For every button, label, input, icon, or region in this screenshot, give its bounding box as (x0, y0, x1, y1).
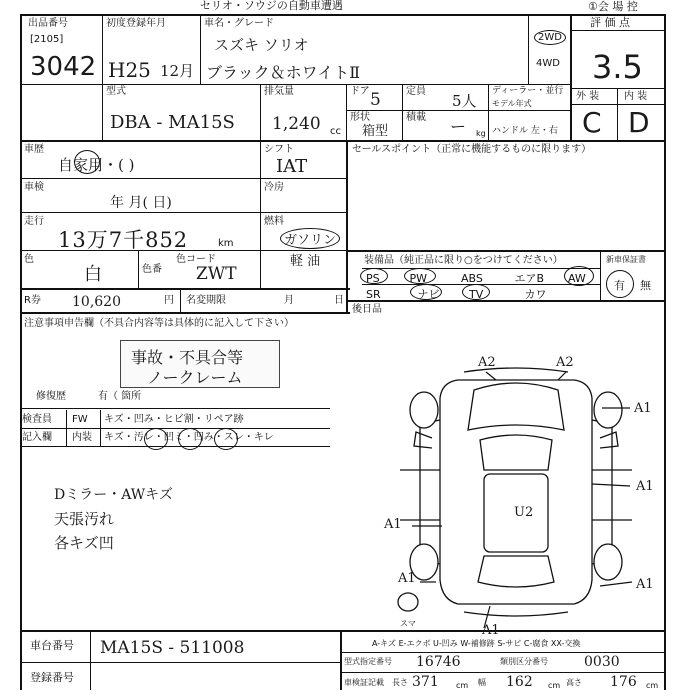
load-label: 積載 (406, 112, 426, 123)
height-value: 176 (610, 674, 637, 690)
cc-unit: cc (330, 126, 341, 137)
sales-points-label: セールスポイント（正常に機能するものに限ります） (352, 144, 592, 155)
color-code-value: ZWT (196, 264, 237, 284)
grid-line (340, 672, 666, 673)
first-reg-label: 初度登録年月 (106, 18, 166, 29)
shift-label: シフト (264, 144, 294, 155)
shape-label: 形状 (350, 112, 370, 123)
grid-line (402, 84, 403, 140)
name-change-label: 名変期限 (186, 295, 226, 306)
handle-label: ハンドル 左・右 (492, 126, 558, 136)
handwritten-note-3: 各キズ凹 (54, 534, 114, 552)
equip-sr: SR (366, 288, 381, 301)
usage-value: 自家用・( ) (58, 156, 135, 174)
equip-leather: カワ (524, 288, 547, 301)
mark-a1-left-side: A1 (384, 517, 402, 532)
height-unit: cm (646, 681, 659, 690)
displacement-value: 1,240 (272, 114, 321, 134)
mark-a1-bumper: A1 (482, 623, 500, 635)
equip-ps: PS (366, 272, 380, 285)
km-unit: km (218, 238, 234, 249)
grid-line (570, 88, 666, 89)
frame-left (20, 14, 22, 690)
day-unit: 日 (334, 295, 344, 306)
door-label: ドア (350, 86, 370, 97)
grid-line (346, 250, 666, 252)
later-items-label: 後日品 (352, 304, 382, 315)
lot-label: 出品番号 (28, 18, 68, 29)
entry-label: 記入欄 (22, 432, 52, 443)
dealer-label: ディーラー・並行 (492, 86, 564, 96)
model-designation-label: 型式指定番号 (344, 657, 392, 666)
usage-label: 車歴 (24, 144, 44, 155)
score-interior: D (628, 106, 650, 139)
circle-ps (360, 268, 388, 284)
grid-line (570, 104, 666, 105)
score-title: 評 価 点 (590, 16, 630, 29)
equip-aw: AW (568, 272, 586, 285)
grid-line (180, 288, 181, 312)
shift-value: IAT (276, 156, 308, 177)
circle-warranty (606, 270, 634, 298)
length-value: 371 (412, 674, 439, 690)
repair-label: 修復歴 (36, 391, 66, 402)
name-grade-label: 車名・グレード (204, 18, 274, 29)
width-value: 162 (506, 674, 533, 690)
grid-line (346, 84, 347, 140)
category-value: 0030 (584, 654, 620, 670)
score-overall: 3.5 (592, 48, 643, 86)
no-claim-stamp (120, 340, 280, 388)
handwritten-note-1: Dミラー・AWキズ (54, 487, 173, 503)
warranty-have: 有 (614, 279, 625, 292)
shape-value: 箱型 (362, 124, 389, 139)
equip-pw: PW (409, 272, 428, 285)
grid-line (617, 88, 618, 142)
warranty-none: 無 (640, 279, 651, 292)
circle-pw (404, 268, 436, 284)
length-label: 長さ (392, 678, 408, 687)
circle-aw (564, 266, 594, 286)
dimension-label: 車検証記載 (344, 678, 384, 687)
circle-navi (410, 284, 442, 300)
fw-label: FW (72, 414, 88, 425)
month-unit: 月 (284, 295, 294, 306)
color-label: 色 (24, 254, 34, 265)
mark-u2-roof: U2 (514, 505, 534, 520)
stamp-line-2: ノークレーム (147, 368, 243, 387)
model-designation-value: 16746 (416, 654, 461, 670)
equip-airbag: エアB (514, 272, 545, 285)
fuel-value-diesel: 軽 油 (290, 254, 321, 269)
grid-line (138, 250, 139, 288)
recycle-value: 10,620 (72, 294, 121, 310)
kg-unit: kg (476, 129, 486, 138)
car-grade: ブラック＆ホワイトⅡ (206, 63, 361, 82)
grid-line (20, 408, 330, 409)
chassis-label: 車台番号 (30, 639, 74, 652)
grid-line (100, 410, 101, 446)
circle-tv (462, 284, 490, 300)
repair-value: 有（ 箇所 (98, 391, 142, 402)
color-no-label: 色番 (142, 264, 162, 275)
grid-line (20, 312, 350, 314)
mark-a1-rear-right: A1 (636, 577, 654, 592)
mark-a1-rear-left: A1 (398, 571, 416, 586)
grid-line (102, 14, 103, 140)
capacity-label: 定員 (406, 86, 426, 97)
length-unit: cm (456, 681, 469, 690)
grid-line (20, 288, 350, 290)
fuel-value-gasoline: ガソリン (280, 228, 340, 249)
circle-interior-1 (144, 428, 168, 450)
category-label: 類別区分番号 (500, 657, 548, 666)
width-unit: cm (548, 681, 561, 690)
load-value: ー (450, 117, 467, 136)
grid-line (362, 268, 600, 269)
grid-line (20, 178, 346, 179)
venue-label: ①会 場 控 (588, 0, 638, 13)
grid-line (90, 632, 91, 690)
grid-line (20, 662, 340, 663)
circle-interior-2 (178, 428, 202, 450)
interior-items-label: 内装 (72, 432, 92, 443)
spare-tire-label: スマ (400, 619, 416, 628)
car-name: スズキ ソリオ (214, 36, 309, 54)
equipment-row-1 (366, 270, 598, 286)
reg-label: 登録番号 (30, 671, 74, 684)
grid-line (340, 632, 342, 690)
car-damage-diagram (380, 350, 670, 635)
grid-line (66, 410, 67, 446)
stamp-line-1: 事故・不具合等 (131, 348, 244, 367)
color-value: 白 (84, 264, 102, 285)
fuel-label: 燃料 (264, 216, 284, 227)
capacity-value: 5人 (452, 92, 477, 110)
yen-unit: 円 (164, 295, 174, 306)
header-top-text: セリオ・ソウジの自動車遭遇 (200, 0, 343, 12)
equipment-label: 装備品（純正品に限り○をつけてください） (364, 255, 563, 266)
notes-label: 注意事項申告欄（不具合内容等は具体的に記入して下さい） (24, 318, 294, 329)
displacement-label: 排気量 (264, 86, 294, 97)
grid-line (260, 84, 261, 140)
inspection-value: 年 月( 日) (110, 195, 172, 211)
mark-a2-right: A2 (556, 355, 574, 370)
grid-line (570, 14, 572, 142)
interior-items: キズ・汚レ・凹ミ・凹み・スレ・キレ (104, 432, 274, 443)
equip-abs: ABS (461, 272, 483, 285)
height-label: 高さ (566, 678, 582, 687)
grid-line (570, 30, 666, 31)
door-value: 5 (370, 90, 381, 110)
grid-line (340, 652, 666, 653)
mileage-value: 13万7千852 (58, 228, 189, 252)
chassis-value: MA15S - 511008 (100, 638, 245, 658)
first-reg-year: H25 (108, 58, 151, 82)
width-label: 幅 (478, 678, 486, 687)
grid-line (260, 142, 261, 288)
inspector-label: 検査員 (22, 414, 52, 425)
model-label: 型式 (106, 86, 126, 97)
circle-interior-3 (214, 428, 238, 450)
score-exterior: C (582, 106, 602, 139)
grid-line (488, 84, 489, 140)
mark-a2-left: A2 (478, 355, 496, 370)
equip-tv: TV (469, 288, 484, 301)
inspection-label: 車検 (24, 182, 44, 193)
mark-a1-front-right: A1 (634, 401, 652, 416)
first-reg-month: 12月 (160, 62, 195, 80)
drive-4wd: 4WD (536, 58, 560, 69)
model-year-label: モデル年式 (492, 99, 532, 108)
usage-circle (74, 150, 100, 174)
mark-a1-right-side: A1 (636, 479, 654, 494)
model-value: DBA - MA15S (110, 112, 235, 133)
fw-items: キズ・凹み・ヒビ割・リペア跡 (104, 414, 244, 425)
grid-line (20, 212, 346, 213)
grid-line (528, 14, 529, 84)
lot-small: [2105] (30, 34, 64, 45)
grid-line (200, 14, 201, 84)
score-interior-label: 内 装 (624, 91, 648, 102)
lot-number: 3042 (30, 52, 97, 82)
damage-legend: A-キズ E-エクボ U-凹み W-補修跡 S-サビ C-腐食 XX-交換 (372, 639, 581, 648)
grid-line (20, 446, 330, 447)
equip-navi: ナビ (417, 288, 440, 301)
ac-label: 冷房 (264, 182, 284, 193)
grid-line (346, 142, 348, 312)
score-exterior-label: 外 装 (576, 91, 600, 102)
color-code-label: 色コード (176, 254, 216, 265)
grid-line (600, 252, 601, 300)
handwritten-note-2: 天張汚れ (54, 510, 115, 528)
recycle-label: R券 (24, 295, 41, 306)
mileage-label: 走行 (24, 216, 44, 227)
drive-2wd: 2WD (534, 30, 566, 45)
new-warranty-label: 新車保証書 (606, 255, 646, 264)
